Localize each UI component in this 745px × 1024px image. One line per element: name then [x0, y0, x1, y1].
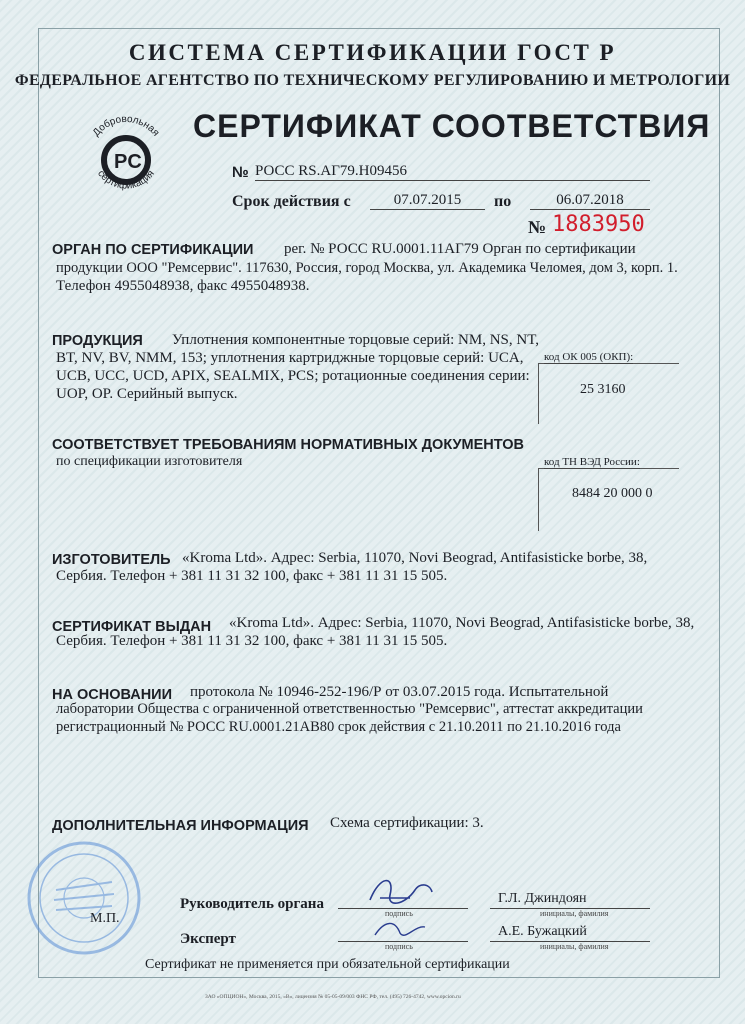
system-heading: СИСТЕМА СЕРТИФИКАЦИИ ГОСТ Р	[128, 40, 617, 65]
product-line-3: UCB, UCC, UCD, APIX, SEALMIX, PCS; ротационные соединения серии:	[56, 368, 530, 384]
conformity-label: СООТВЕТСТВУЕТ ТРЕБОВАНИЯМ НОРМАТИВНЫХ ДОКУМЕНТОВ	[52, 437, 525, 453]
manufacturer-line-2: Сербия. Телефон + 381 11 31 32 100, факс + 381 11 31 15 505.	[56, 568, 448, 584]
issued-label: СЕРТИФИКАТ ВЫДАН	[52, 619, 212, 635]
basis-label: НА ОСНОВАНИИ	[52, 687, 173, 703]
head-name-caption: инициалы, фамилия	[540, 909, 609, 918]
manufacturer-line-1: «Kroma Ltd». Адрес: Serbia, 11070, Novi Beograd, Antifasisticke borbe, 38,	[182, 550, 648, 566]
stamp-label: М.П.	[90, 911, 120, 926]
expert-signature-caption: подпись	[385, 942, 413, 951]
organ-line-1: рег. № РОСС RU.0001.11АГ79 Орган по сертификации	[284, 241, 636, 257]
gost-r-logo	[80, 112, 172, 204]
expert-label: Эксперт	[180, 931, 236, 947]
basis-line-2: лаборатории Общества с ограниченной ответственностью "Ремсервис", аттестат аккредитации	[56, 701, 643, 717]
svg-text:сертификация: сертификация	[95, 168, 157, 192]
serial-label: №	[528, 217, 547, 237]
validity-label: Срок действия с	[232, 193, 351, 210]
okp-code-label: код ОК 005 (ОКП):	[544, 351, 634, 363]
expert-name: А.Е. Бужацкий	[498, 924, 587, 939]
agency-heading: ФЕДЕРАЛЬНОЕ АГЕНТСТВО ПО ТЕХНИЧЕСКОМУ РЕГУЛИРОВАНИЮ И МЕТРОЛОГИИ	[14, 72, 731, 89]
printer-line: ЗАО «ОПЦИОН», Москва, 2015, «В», лицензия № 05-05-09/003 ФНС РФ, тел. (495) 726-4742, www.opcion.ru	[205, 994, 461, 1000]
serial-number: 1883950	[552, 212, 645, 237]
issued-line-2: Сербия. Телефон + 381 11 31 32 100, факс + 381 11 31 15 505.	[56, 633, 448, 649]
tnved-code: 8484 20 000 0	[572, 486, 653, 501]
head-name: Г.Л. Джиндоян	[498, 891, 587, 906]
organ-label: ОРГАН ПО СЕРТИФИКАЦИИ	[52, 242, 254, 258]
additional-label: ДОПОЛНИТЕЛЬНАЯ ИНФОРМАЦИЯ	[52, 818, 309, 834]
expert-name-caption: инициалы, фамилия	[540, 942, 609, 951]
issued-line-1: «Kroma Ltd». Адрес: Serbia, 11070, Novi Beograd, Antifasisticke borbe, 38,	[229, 615, 695, 631]
tnved-code-label: код ТН ВЭД России:	[544, 456, 640, 468]
expert-signature	[370, 915, 430, 943]
organ-line-3: Телефон 4955048938, факс 4955048938.	[56, 278, 310, 294]
basis-line-1: протокола № 10946-252-196/Р от 03.07.2015 года. Испытательной	[190, 684, 609, 700]
valid-to: 06.07.2018	[530, 192, 650, 210]
svg-text:Добровольная: Добровольная	[90, 113, 162, 139]
additional-text: Схема сертификации: 3.	[330, 815, 484, 831]
organ-line-2: продукции ООО "Ремсервис". 117630, Россия, город Москва, ул. Академика Челомея, дом 3, корп. 1.	[56, 260, 678, 276]
footer-note: Сертификат не применяется при обязательной сертификации	[145, 957, 510, 972]
head-label: Руководитель органа	[180, 896, 324, 912]
manufacturer-label: ИЗГОТОВИТЕЛЬ	[52, 552, 171, 568]
cert-number-label: №	[232, 164, 249, 181]
valid-from: 07.07.2015	[370, 192, 485, 210]
product-label: ПРОДУКЦИЯ	[52, 333, 143, 349]
product-line-4: UOP, OP. Серийный выпуск.	[56, 386, 238, 402]
seal-stamp	[26, 840, 142, 956]
okp-code: 25 3160	[580, 382, 626, 397]
head-signature	[360, 870, 440, 915]
logo-mark: PC	[114, 151, 142, 173]
product-line-1: Уплотнения компонентные торцовые серий: NM, NS, NT,	[172, 332, 540, 348]
product-line-2: BT, NV, BV, NMM, 153; уплотнения картриджные торцовые серий: UCA,	[56, 350, 524, 366]
cert-number: РОСС RS.АГ79.Н09456	[255, 163, 650, 181]
head-signature-caption: подпись	[385, 909, 413, 918]
validity-to-label: по	[494, 193, 512, 210]
basis-line-3: регистрационный № РОСС RU.0001.21АВ80 срок действия с 21.10.2011 по 21.10.2016 года	[56, 719, 621, 735]
conformity-line-1: по спецификации изготовителя	[56, 454, 243, 469]
certificate-title: СЕРТИФИКАТ СООТВЕТСТВИЯ	[193, 108, 711, 144]
